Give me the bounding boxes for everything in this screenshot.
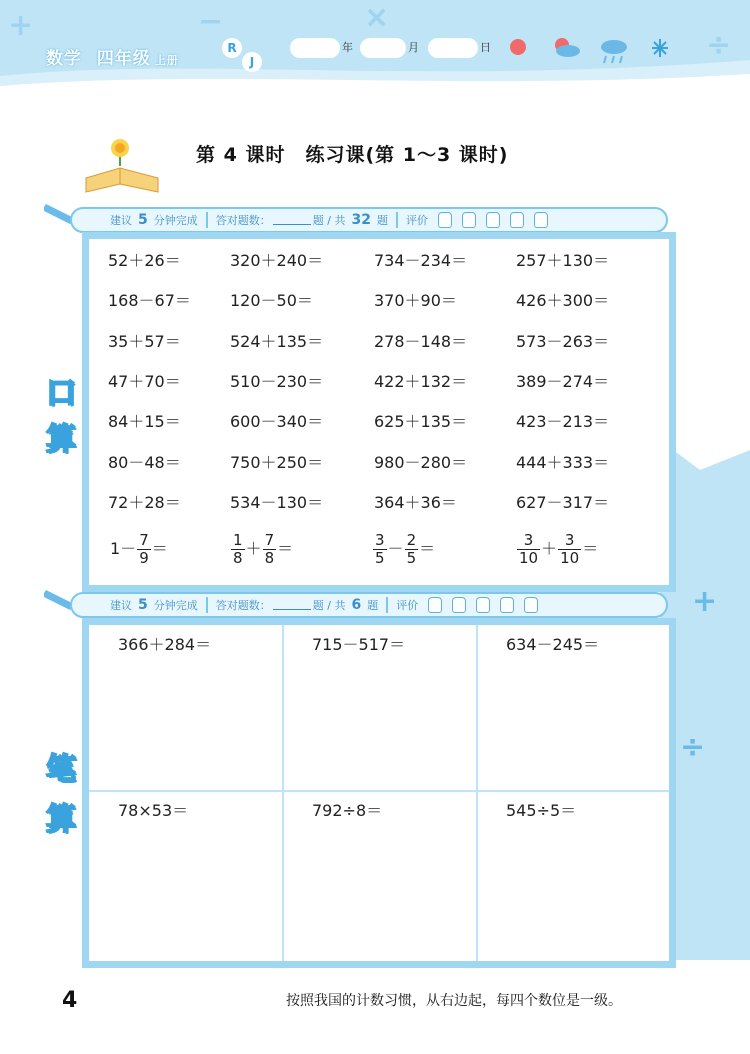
rain-icon: [601, 40, 627, 54]
oral-problem: 120－50＝: [230, 291, 313, 311]
oral-problem: 257＋130＝: [516, 251, 610, 270]
footer-tip: 按照我国的计数习惯，从右边起，每四个数位是一级。: [286, 993, 622, 1009]
oral-problem: 278－148＝: [374, 331, 468, 351]
thumb-rating-icon[interactable]: [462, 212, 476, 228]
minutes-value: 5: [138, 212, 148, 228]
written-problem: 545÷5＝: [506, 801, 577, 820]
oral-problem: 52＋26＝: [108, 251, 181, 270]
total-value: 6: [351, 597, 362, 613]
grade-label: 四年级: [96, 49, 151, 69]
oral-problem: 524＋135＝: [230, 331, 324, 351]
correct-count-label: 答对题数：: [215, 599, 271, 612]
day-label: 日: [480, 41, 491, 54]
suggest-label: 建议: [110, 214, 132, 227]
fraction: $\frac{7}{9}$: [139, 531, 149, 567]
thumb-rating-icon[interactable]: [534, 212, 548, 228]
oral-problem: 980－280＝: [374, 452, 468, 472]
divide-side-icon: ÷: [680, 730, 706, 765]
written-problem: 634－245＝: [506, 635, 600, 654]
subject-label: 数学: [46, 49, 82, 69]
column-divider: [476, 625, 478, 961]
divider: [396, 212, 398, 228]
correct-count-label: 答对题数：: [215, 214, 271, 227]
oral-problem: 627－317＝: [516, 492, 610, 512]
oral-problem: 168－67＝: [108, 291, 191, 311]
written-problem: 715－517＝: [312, 635, 406, 654]
fraction-problem-4: $\frac{3}{10}$ ＋ $\frac{3}{10}$ ＝: [519, 531, 599, 567]
month-field[interactable]: [360, 38, 406, 58]
volume-label: 上册: [154, 54, 179, 67]
correct-count-blank[interactable]: [273, 215, 311, 225]
minutes-unit: 分钟完成: [153, 599, 198, 612]
oral-problem: 47＋70＝: [108, 371, 181, 391]
total-prefix: 题 / 共: [312, 214, 346, 227]
oral-problem: 573－263＝: [516, 331, 610, 351]
snow-icon: [652, 39, 668, 57]
thumb-rating-icon[interactable]: [524, 597, 538, 613]
month-label: 月: [408, 41, 419, 54]
fraction: $\frac{1}{8}$: [233, 531, 243, 567]
oral-problem: 423－213＝: [516, 412, 610, 432]
written-problem: 78×53＝: [118, 801, 189, 820]
oral-problem: 600－340＝: [230, 412, 324, 432]
fraction: $\frac{7}{8}$: [264, 531, 275, 567]
oral-problem: 422＋132＝: [374, 371, 468, 391]
oral-problem: 426＋300＝: [516, 291, 610, 311]
thumb-rating-icon[interactable]: [428, 597, 442, 613]
oral-problem: 35＋57＝: [108, 331, 181, 351]
oral-problem: 320＋240＝: [230, 251, 324, 270]
row-divider: [89, 790, 669, 792]
divider: [206, 597, 208, 613]
page-number: 4: [62, 988, 78, 1013]
year-label: 年: [342, 41, 353, 54]
oral-problem: 364＋36＝: [374, 492, 457, 512]
fraction-problem-2: $\frac{1}{8}$ ＋ $\frac{7}{8}$ ＝: [233, 531, 294, 567]
oral-info-bar: [70, 207, 668, 233]
oral-problem: 534－130＝: [230, 492, 324, 512]
divider: [206, 212, 208, 228]
day-field[interactable]: [428, 38, 478, 58]
book-flower-icon: [82, 138, 162, 196]
oral-problem: 389－274＝: [516, 371, 610, 391]
oral-problem: 510－230＝: [230, 371, 324, 391]
edition-badge-j: J: [242, 52, 262, 72]
total-prefix: 题 / 共: [312, 599, 346, 612]
written-frame: [82, 618, 676, 968]
written-problem: 366＋284＝: [118, 635, 212, 654]
oral-problem: 625＋135＝: [374, 412, 468, 432]
thumb-rating-icon[interactable]: [510, 212, 524, 228]
cloudy-icon: [556, 45, 580, 57]
rating-label: 评价: [396, 599, 419, 612]
divider: [386, 597, 388, 613]
correct-count-blank[interactable]: [273, 600, 311, 610]
written-info-bar: [70, 592, 668, 618]
thumb-rating-icon[interactable]: [500, 597, 514, 613]
oral-problem: 734－234＝: [374, 251, 468, 270]
fraction: $\frac{3}{5}$: [375, 531, 385, 567]
oral-problem: 84＋15＝: [108, 412, 181, 432]
divide-deco-icon: ÷: [706, 28, 732, 63]
header-title: [46, 44, 179, 69]
oral-problem: 72＋28＝: [108, 492, 181, 512]
oral-problem: 750＋250＝: [230, 452, 324, 472]
lesson-title: 第 4 课时 练习课(第 1～3 课时): [196, 144, 509, 166]
fraction: $\frac{3}{10}$: [560, 531, 580, 567]
minus-deco-icon: −: [198, 4, 224, 39]
thumb-rating-icon[interactable]: [476, 597, 490, 613]
thumb-rating-icon[interactable]: [452, 597, 466, 613]
thumb-rating-icon[interactable]: [486, 212, 500, 228]
oral-problem: 80－48＝: [108, 452, 181, 472]
plus-deco-icon: +: [8, 8, 34, 43]
minutes-value: 5: [138, 597, 148, 613]
weather-icons: [508, 36, 678, 66]
total-value: 32: [351, 212, 371, 228]
column-divider: [282, 625, 284, 961]
sunny-icon: [510, 39, 526, 55]
fraction: $\frac{2}{5}$: [406, 531, 417, 567]
fraction-problem-1: 1－ $\frac{7}{9}$ ＝: [110, 531, 168, 567]
times-deco-icon: ×: [364, 0, 390, 35]
oral-problem: 444＋333＝: [516, 452, 610, 472]
written-problem: 792÷8＝: [312, 801, 383, 820]
suggest-label: 建议: [110, 599, 132, 612]
oral-side-label-2: 算: [46, 422, 76, 457]
total-suffix: 题: [376, 214, 388, 227]
oral-problem: 370＋90＝: [374, 291, 457, 311]
plus-side-icon: +: [692, 584, 718, 619]
oral-side-label-1: 口: [46, 376, 76, 411]
written-side-label-2: 算: [46, 802, 76, 837]
rating-label: 评价: [405, 214, 428, 227]
year-field[interactable]: [290, 38, 340, 58]
total-suffix: 题: [367, 599, 379, 612]
thumb-rating-icon[interactable]: [438, 212, 452, 228]
edition-badge-r: R: [222, 38, 242, 58]
written-side-label-1: 笔: [46, 752, 76, 787]
minutes-unit: 分钟完成: [153, 214, 198, 227]
fraction-problem-3: $\frac{3}{5}$ － $\frac{2}{5}$ ＝: [375, 531, 436, 567]
fraction: $\frac{3}{10}$: [519, 531, 539, 567]
